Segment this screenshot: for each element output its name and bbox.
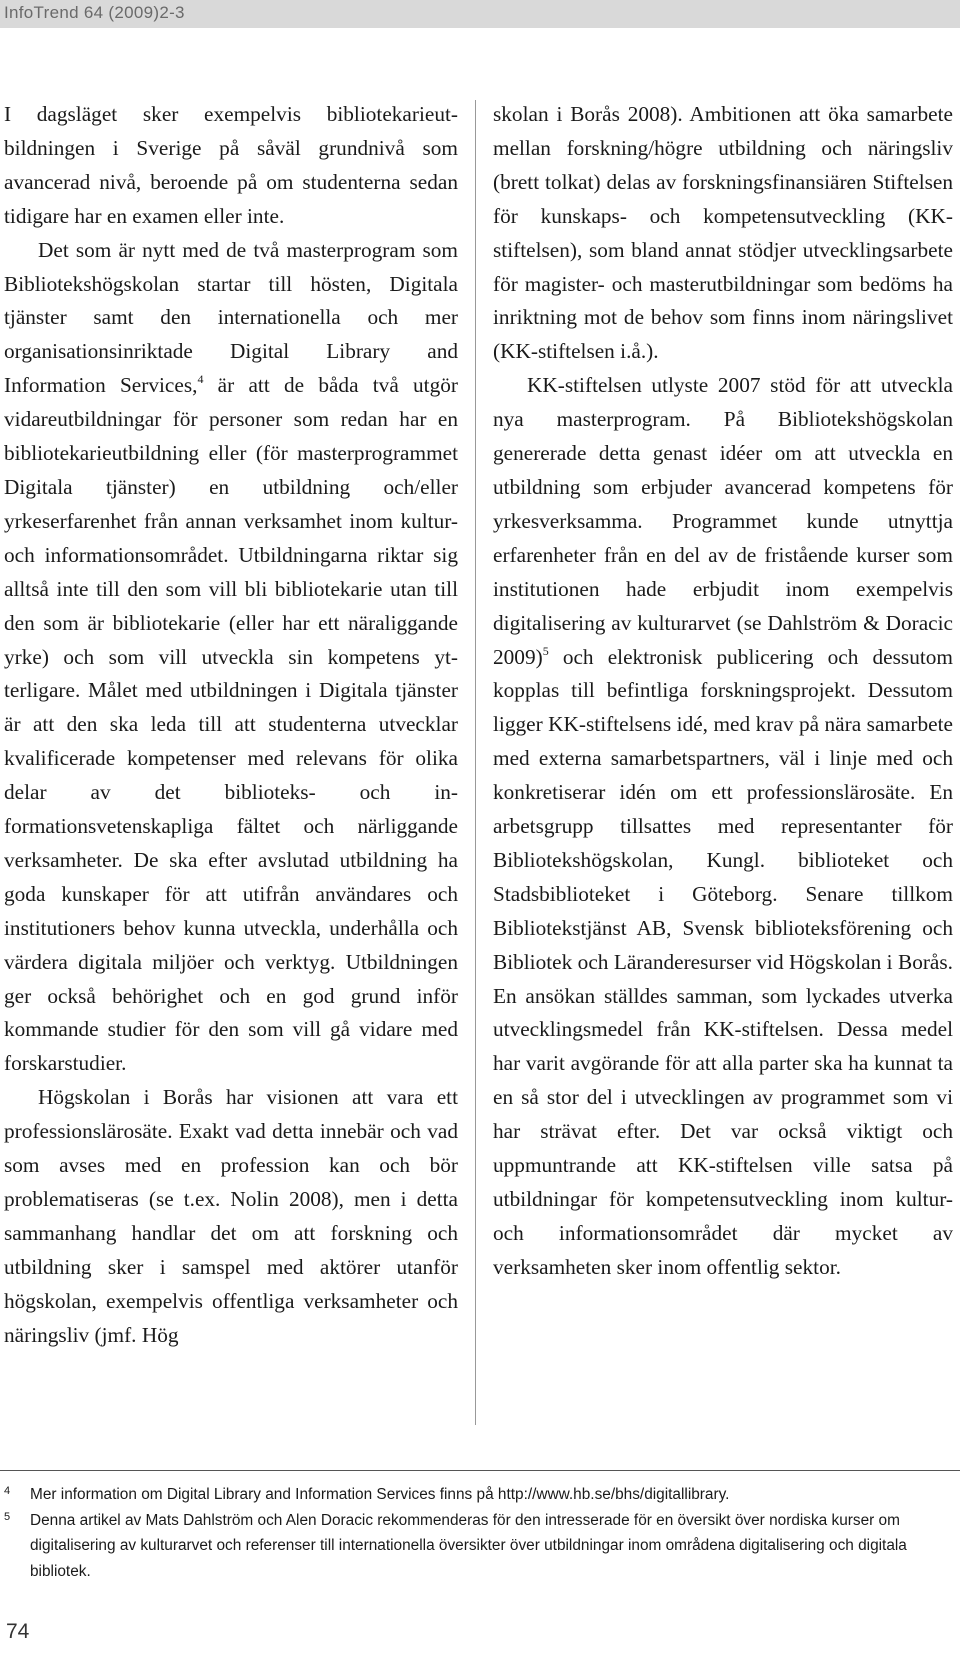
column-divider [475, 100, 476, 1425]
page-number: 74 [6, 1620, 30, 1643]
paragraph [493, 369, 953, 1284]
footnote-ref-4[interactable]: 4 [197, 372, 204, 387]
paragraph-text: Det som är nytt med de två masterprogram som Bibliotekshögskolan startar till hösten, Digitala tjänster samt den internationella och mer organisationsinriktade Digital Library and Information Services, [4, 237, 458, 398]
footnote-divider [0, 1470, 960, 1471]
footnotes [4, 1482, 954, 1584]
paragraph: Högskolan i Borås har visionen att vara ett professionslärosäte. Exakt vad detta innebär och vad som avses med en profession kan och bör problematiseras (se t.ex. Nolin 2008), men i detta sammanhang handlar det om att forskning och utbildning sker i samspel med aktörer utanför högskolan, exempelvis offentliga verksamheter och näringsliv (jmf. Hög [4, 1085, 458, 1347]
paragraph-text: och elektronisk publicering och dessutom kopplas till befintliga forskningsprojekt. Dessutom ligger KK-stiftelsens idé, med krav på nära samarbete med externa samarbetspartners, väl i linje med och konkretiserar idén om ett professionslärosäte. En arbetsgrupp tillsattes med representanter för Bibliotekshögskolan, Kungl. biblioteket och Stadsbiblioteket i Göteborg. Senare tillkom Bibliotekstjänst AB, Svensk biblioteksförening och Bibliotek och Läranderesurser vid Högskolan i Borås. En ansökan ställdes samman, som lyckades utverka utvecklingsmedel från KK-stiftelsen. Dessa medel har varit avgörande för att alla parter ska ha kunnat ta en så stor del i utvecklingen av programmet som vi har strävat efter. Det var också viktigt och uppmuntrande att KK-stiftelsen ville satsa på utbildningar för kompetensutveckling inom kultur- och informationsområdet där mycket av verksamheten sker inom offentlig sektor. [493, 644, 953, 1279]
footnote-text: Denna artikel av Mats Dahlström och Alen Doracic rekommenderas för den intresserade för en översikt över nordiska kurser om digitalisering av kulturarvet och referenser till internationella översikter över utbildningar inom områdena digitalisering och digitala bibliotek. [30, 1511, 907, 1580]
paragraph: I dagsläget sker exempelvis bibliotekarieutbildningen i Sverige på såväl grundnivå som avancerad nivå, beroende på om studenterna sedan tidigare har en examen eller inte. [4, 102, 458, 228]
paragraph [4, 234, 458, 1082]
journal-title: InfoTrend 64 (2009)2-3 [4, 3, 185, 22]
footnote [4, 1482, 954, 1508]
paragraph-text: är att de båda två utgör vidareutbildningar för personer som redan har en bibliotekarieutbildning eller (för masterprogrammet Digitala tjänster) en utbildning och/eller yrkeserfarenhet från annan verksamhet inom kultur- och informationsområdet. Utbildningarna riktar sig alltså inte till den som vill bli bibliotekarie utan till den som är bibliotekarie (eller har ett näraliggande yrke) och som vill utveckla sin kompetens ytterligare. Målet med utbildningen i Digitala tjänster är att den ska leda till att studenterna utvecklar kvalificerade kompetenser med relevans för olika delar av det biblioteks- och informationsvetenskapliga fältet och närliggande verksamheter. De ska efter avslutad utbildning ha goda kunskaper för att utifrån användares och institutioners behov kunna utveckla, underhålla och värdera digitala miljöer och verktyg. Utbildningen ger också behörighet och en god grund inför kommande studier för den som vill gå vidare med forskarstudier. [4, 373, 458, 1076]
paragraph-text: KK-stiftelsen utlyste 2007 stöd för att utveckla nya masterprogram. På Bibliotekshögskolan genererade detta genast idéer om att utveckla en utbildning som erbjuder avancerad kompetens för yrkesverksamma. Programmet kunde utnyttja erfarenheter från en del av de fristående kurser som institutionen hade erbjudit inom exempelvis digitalisering av kulturarvet (se Dahlström & Doracic 2009) [493, 373, 953, 669]
footnote-number: 5 [4, 1510, 11, 1523]
footnote [4, 1508, 954, 1585]
left-column [4, 98, 458, 1353]
footnote-ref-5[interactable]: 5 [542, 643, 549, 658]
footnote-number: 4 [4, 1485, 11, 1497]
paragraph: skolan i Borås 2008). Ambitionen att öka samarbete mellan forskning/högre utbildning och näringsliv (brett tolkat) delas av forskningsfinansiären Stiftelsen för kunskaps- och kompetensutveckling (KK-stiftelsen), som bland annat stödjer utvecklingsarbete för magister- och masterutbildningar som bedöms ha inriktning mot de behov som finns inom näringslivet (KK-stiftelsen i.å.). [493, 102, 953, 364]
right-column [493, 98, 953, 1285]
running-header [0, 0, 960, 28]
footnote-text: Mer information om Digital Library and Information Services finns på http://www.hb.se/bhs/digitallibrary. [30, 1486, 730, 1503]
